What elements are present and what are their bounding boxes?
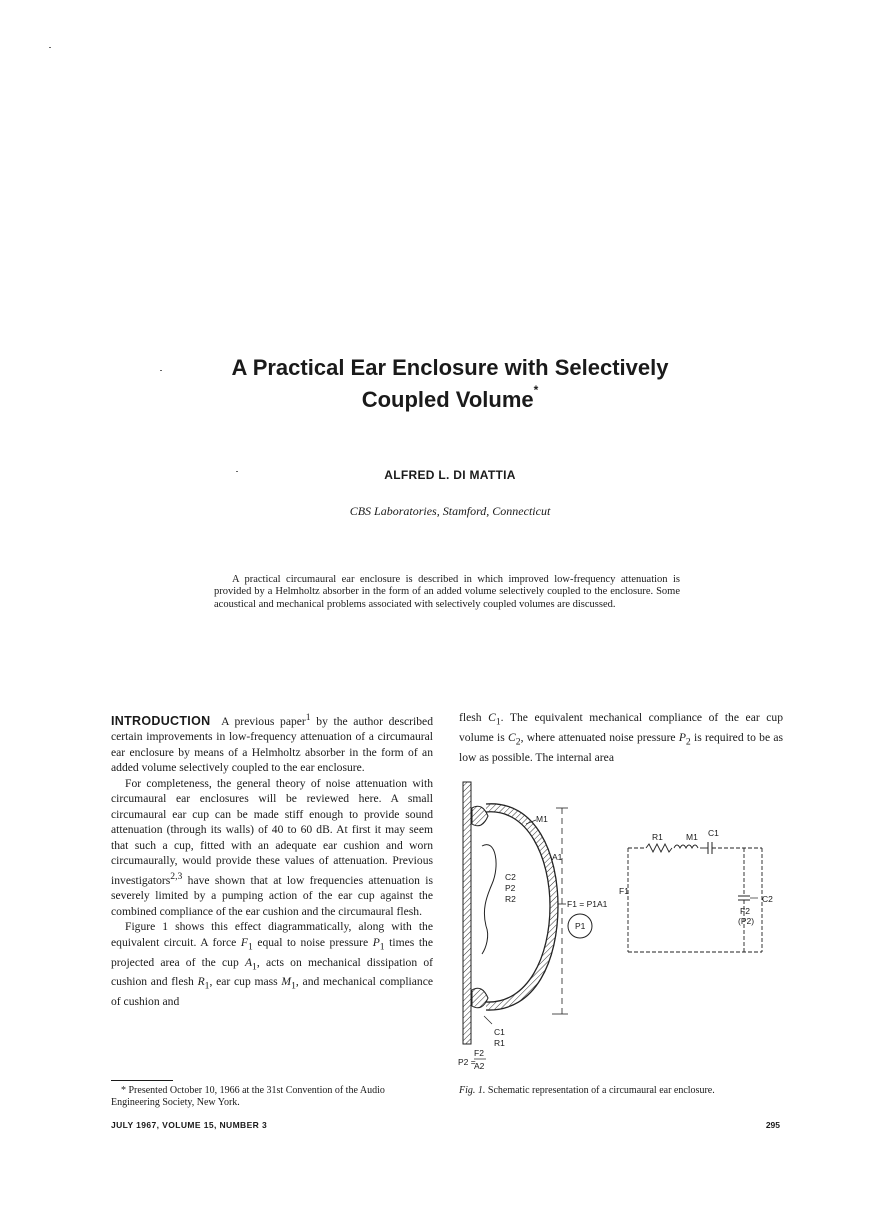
intro-p2-text-a: For completeness, the general theory of noise attenuation with circumaural ear enclosures will be reviewed here. A small circumaural ear cup can be made stiff enough to provide sound attenuation (through its walls) of 40 to 60 dB. At first it may seem that such a cup, fitted with an adequate ear cushion and worn circumaurally, would provide these values of attenuation. Previous investigators — [111, 776, 433, 887]
label-m1: M1 — [536, 814, 548, 824]
subscript: 1 — [495, 716, 501, 728]
var: C — [488, 711, 496, 724]
var: A — [244, 955, 253, 969]
subscript: 2 — [685, 736, 691, 748]
label-p2-eq-lhs: P2 = — [458, 1057, 476, 1067]
subscript: 1 — [252, 960, 257, 972]
intro-paragraph-1 — [111, 710, 433, 776]
intro-p1-text-a: A previous paper — [221, 714, 306, 728]
ear-cup-shell — [486, 804, 558, 1010]
equivalent-circuit — [628, 842, 762, 952]
right-paragraph — [459, 710, 783, 765]
cushion-top — [472, 806, 488, 826]
figure-1-caption — [459, 1085, 783, 1097]
label-c1: C1 — [494, 1027, 505, 1037]
figure-1 — [456, 776, 786, 1076]
var: P — [678, 730, 686, 744]
reference-marker: 1 — [305, 712, 311, 723]
scan-speck — [49, 47, 51, 48]
intro-p2-text-b: have shown that at low frequencies attenuation is severely limited by a pumping action of the ear cup against the combined compliance of the ear cushion and the circumaural flesh. — [111, 873, 433, 918]
text-run: , where attenuated noise pressure — [520, 730, 679, 744]
subscript: 1 — [379, 941, 385, 953]
label-p2: P2 — [505, 883, 516, 893]
author-name: ALFRED L. DI MATTIA — [384, 468, 516, 482]
title-footnote-marker: * — [533, 383, 539, 397]
subscript: 2 — [515, 736, 521, 748]
intro-paragraph-2 — [111, 776, 433, 919]
caption-figure-label: Fig. 1. — [459, 1085, 486, 1096]
text-run: is required to be as low as possible. The internal area — [459, 730, 783, 764]
resistor-symbol — [646, 844, 672, 852]
circuit-label-c2: C2 — [762, 894, 773, 904]
right-column — [459, 710, 783, 765]
head-wall — [463, 782, 471, 1044]
label-a1: A1 — [552, 852, 563, 862]
footnote: * Presented October 10, 1966 at the 31st Convention of the Audio Engineering Society, New York. — [111, 1085, 385, 1108]
text-run: , ear cup mass — [209, 975, 282, 989]
circuit-label-c1: C1 — [708, 828, 719, 838]
label-force-equation: F1 = P1A1 — [567, 899, 608, 909]
section-heading-introduction: INTRODUCTION — [111, 713, 211, 728]
page-number: 295 — [765, 1120, 780, 1130]
subscript: 1 — [291, 980, 296, 992]
circuit-label-r1: R1 — [652, 832, 663, 842]
title-line-1: A Practical Ear Enclosure with Selectively — [231, 355, 669, 380]
text-run: Figure 1 shows this effect diagrammatically, along with the equivalent circuit. A force — [111, 920, 433, 949]
label-p2-eq-num: F2 — [474, 1048, 484, 1058]
footnote-rule — [111, 1080, 173, 1081]
var: F — [240, 935, 248, 949]
label-p2-eq-den: A2 — [474, 1061, 485, 1071]
var: R — [197, 975, 205, 989]
var: P — [372, 935, 380, 949]
label-c2: C2 — [505, 872, 516, 882]
label-r2: R2 — [505, 894, 516, 904]
label-r1: R1 — [494, 1038, 505, 1048]
text-run: times the projected area of the cup — [111, 935, 433, 969]
left-column — [111, 710, 433, 1010]
inductor-symbol — [674, 845, 698, 848]
abstract: A practical circumaural ear enclosure is described in which improved low-frequency attenuation is provided by a Helmholtz absorber in the form of an added volume selectively coupled to the enclosure. Some acoustical and mechanical problems associated with selectively coupled volumes are discussed. — [214, 574, 680, 610]
ear-outline — [482, 845, 496, 954]
reference-marker: 2,3 — [170, 870, 183, 882]
var: C — [508, 730, 516, 744]
text-run: , and mechanical compliance of cushion and — [111, 975, 433, 1009]
circuit-label-p2: (P2) — [738, 916, 755, 926]
ear-enclosure-schematic — [456, 776, 786, 1076]
circuit-label-f2: F2 — [740, 906, 750, 916]
scan-speck — [236, 471, 238, 472]
text-run: . The equivalent mechanical compliance of the ear cup volume is — [459, 711, 783, 744]
title-line-2: Coupled Volume — [361, 387, 534, 412]
circuit-label-m1: M1 — [686, 832, 698, 842]
text-run: , acts on mechanical dissipation of cushion and flesh — [111, 955, 433, 989]
subscript: 1 — [204, 980, 210, 992]
text-run: equal to noise pressure — [252, 935, 373, 949]
caption-text: Schematic representation of a circumaural ear enclosure. — [485, 1085, 715, 1096]
journal-issue-line: JULY 1967, VOLUME 15, NUMBER 3 — [111, 1120, 268, 1130]
cushion-bottom — [472, 988, 488, 1008]
author-affiliation: CBS Laboratories, Stamford, Connecticut — [349, 504, 551, 518]
intro-paragraph-3 — [111, 919, 433, 1009]
text-run: flesh — [459, 711, 489, 724]
var: M — [281, 975, 292, 989]
circuit-label-f1: F1 — [619, 886, 629, 896]
label-p1: P1 — [575, 921, 586, 931]
subscript: 1 — [247, 941, 253, 953]
paper-title — [150, 352, 750, 416]
intro-p1-text-b: by the author described certain improvements in low-frequency attenuation of a circumaural ear enclosure by means of a Helmholtz absorber in the form of an added volume selectively coupled to the ear enclosure. — [111, 714, 433, 775]
